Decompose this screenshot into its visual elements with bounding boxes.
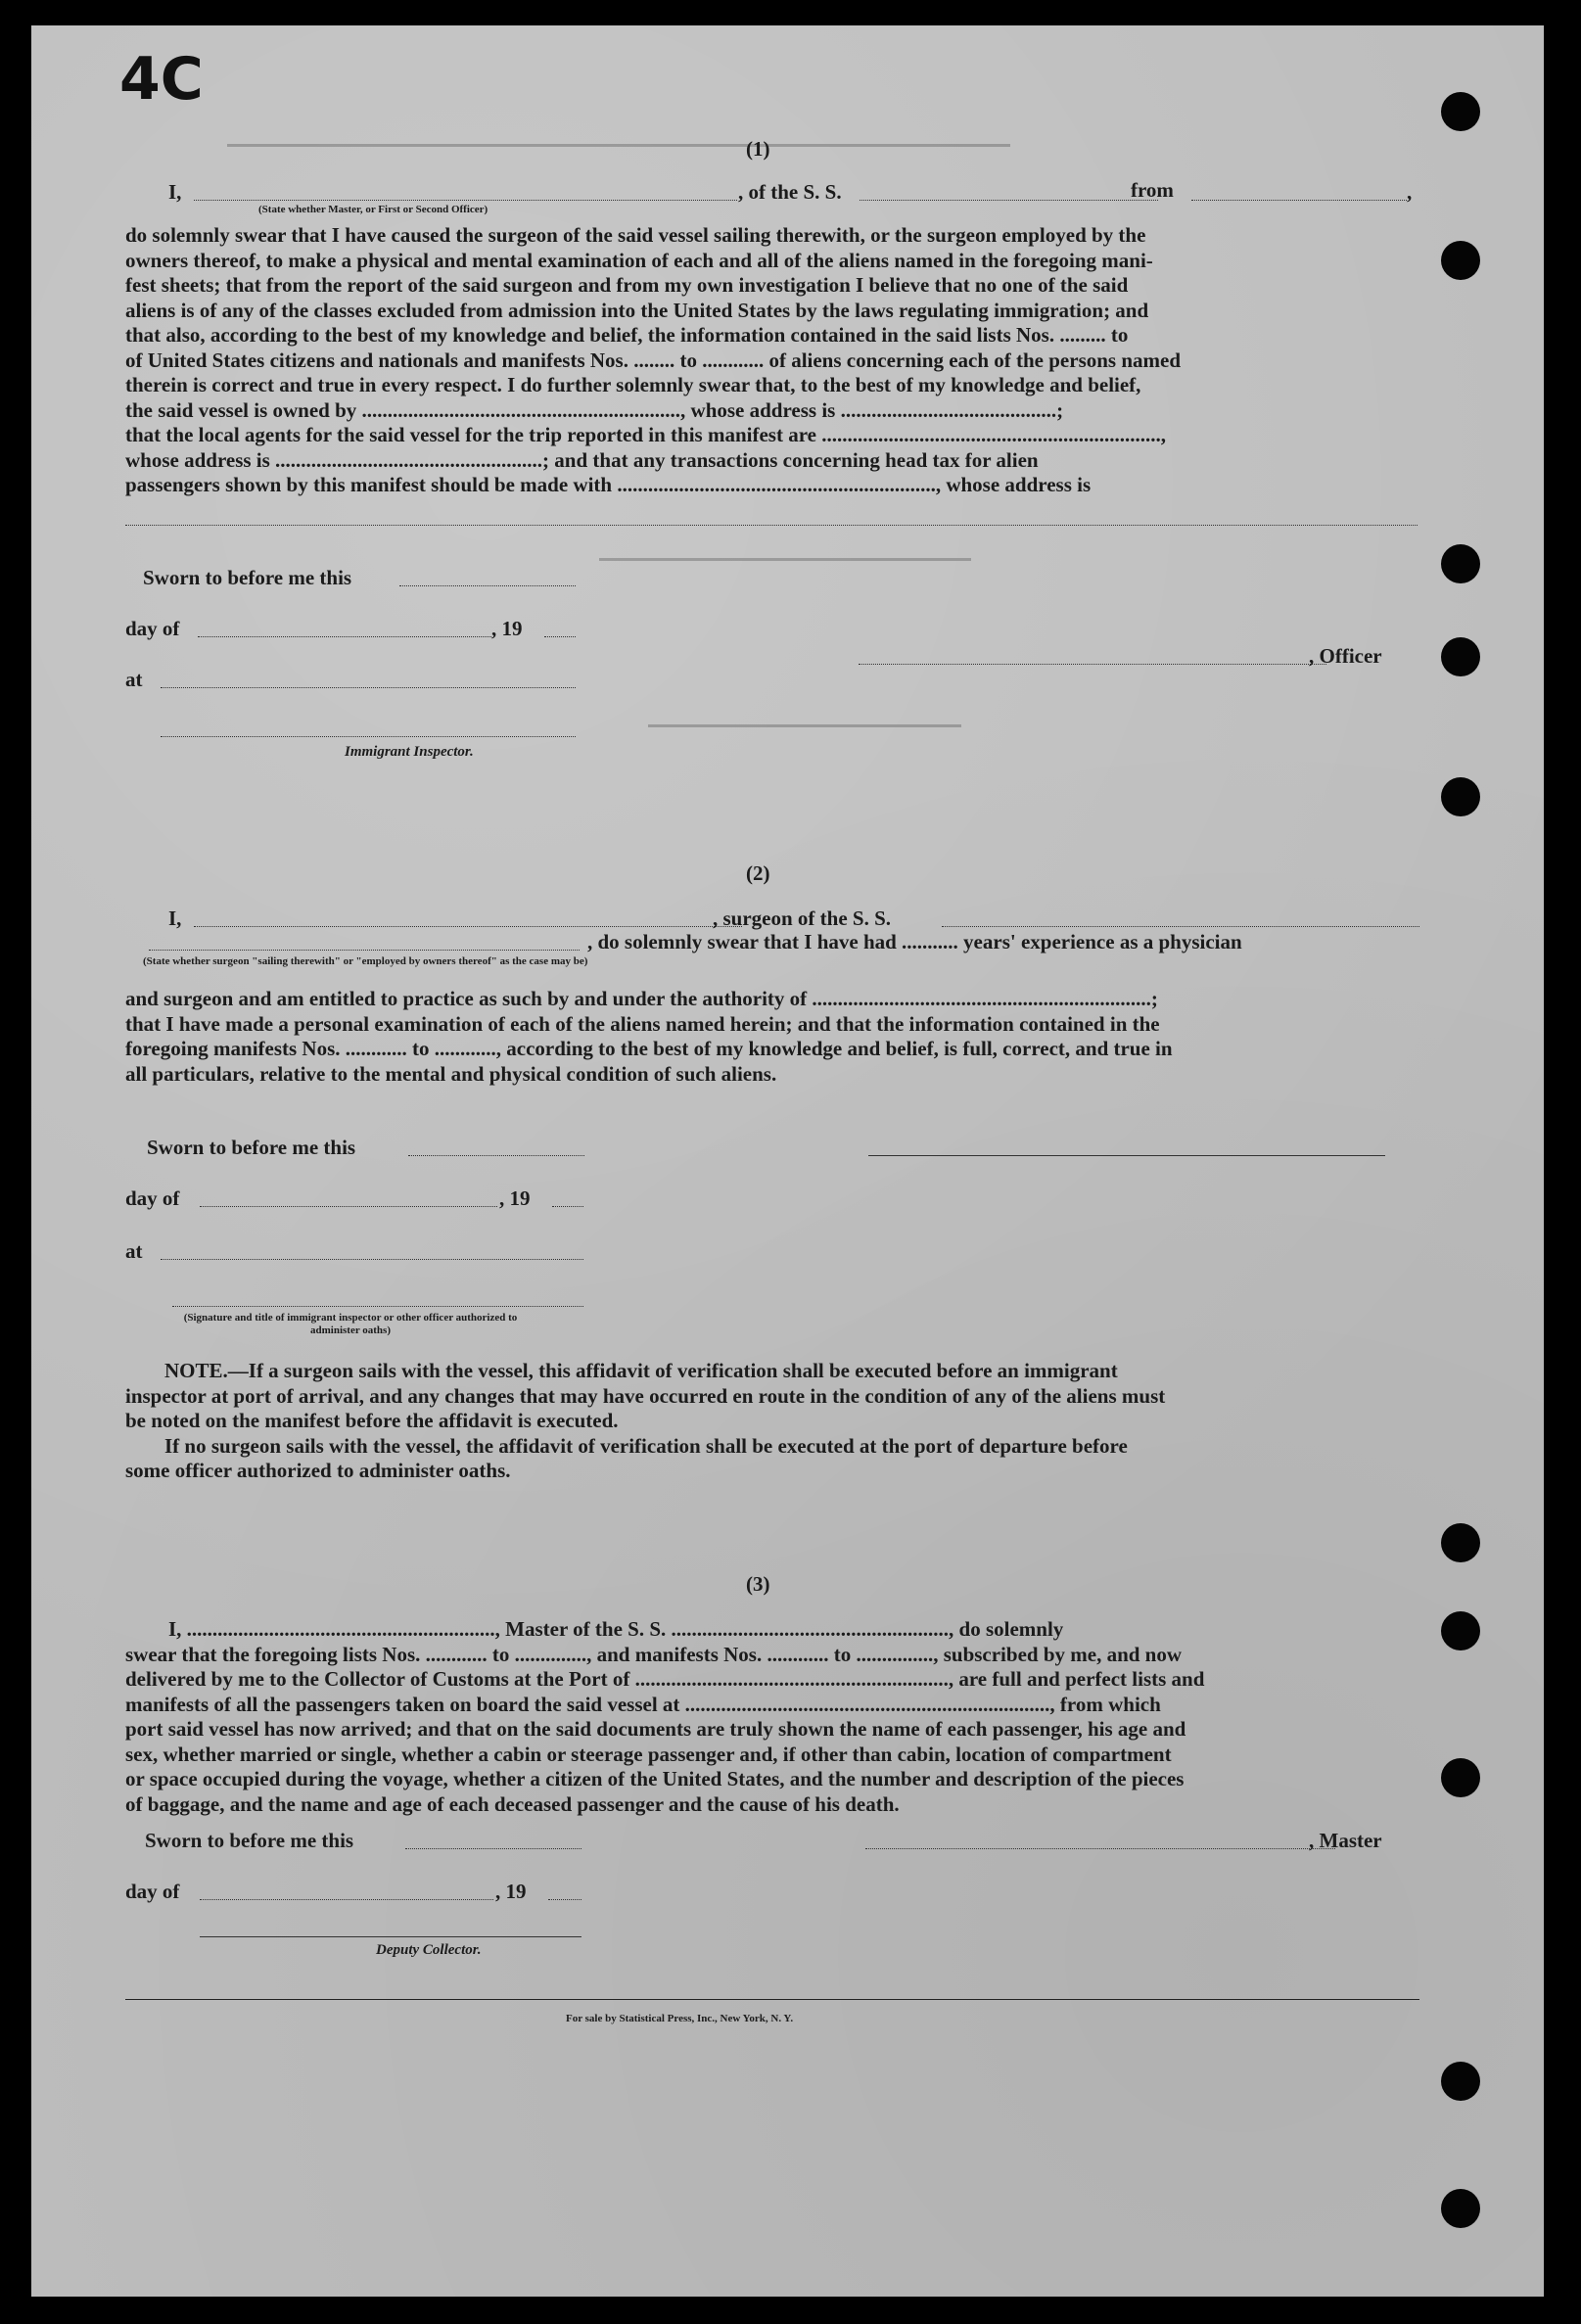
oath-line: the said vessel is owned by .............................................................., whose address is ..........................................; [125, 397, 1064, 422]
address-field [125, 525, 1418, 526]
oath-line: of baggage, and the name and age of each deceased passenger and the cause of his death. [125, 1791, 900, 1816]
year-field-2 [552, 1206, 583, 1207]
note-line: If no surgeon sails with the vessel, the affidavit of verification shall be executed at the port of departure before [164, 1433, 1128, 1458]
month-field-3 [200, 1899, 493, 1900]
bleed-through [599, 535, 971, 561]
oath-paragraph-2 [125, 987, 1419, 1087]
note-label: NOTE. [164, 1359, 228, 1382]
punch-hole [1441, 1758, 1480, 1797]
at-field [161, 687, 576, 688]
punch-hole [1441, 1523, 1480, 1562]
oath-line: passengers shown by this manifest should be made with .............................................................., whose address is [125, 473, 1092, 496]
year-label-3: , 19 [495, 1880, 527, 1903]
oath-line: sex, whether married or single, whether a cabin or steerage passenger and, if other than cabin, location of compartment [125, 1742, 1172, 1766]
at-label-1: at [125, 668, 143, 691]
punch-hole [1441, 2062, 1480, 2101]
years-experience-line: , do solemnly swear that I have had ........... years' experience as a physician [587, 930, 1242, 953]
footer-rule [125, 1999, 1419, 2000]
section-3-number: (3) [746, 1572, 770, 1596]
surgeon-of-label: , surgeon of the S. S. [713, 906, 892, 930]
ship-name-field [860, 200, 1158, 201]
punch-hole [1441, 637, 1480, 676]
section-1-number: (1) [746, 137, 770, 161]
officer-label: , Officer [1309, 644, 1382, 668]
oath-line: that the local agents for the said vessel for the trip reported in this manifest are .................................................................., [125, 423, 1166, 446]
collector-signature-field [200, 1936, 581, 1937]
punch-hole [1441, 544, 1480, 583]
punch-hole [1441, 241, 1480, 280]
officer-title-field [194, 200, 737, 201]
inspector-signature-field-2 [172, 1306, 583, 1307]
oath-line: fest sheets; that from the report of the said surgeon and from my own investigation I believe that no one of the said [125, 273, 1129, 297]
sworn-label-2: Sworn to before me this [147, 1136, 356, 1159]
oath-line: aliens is of any of the classes excluded from admission into the United States by the laws regulating immigration; and [125, 298, 1149, 322]
bleed-through [227, 118, 1010, 147]
handwritten-mark: 4C [119, 45, 204, 114]
punch-hole [1441, 92, 1480, 131]
oath-line: and surgeon and am entitled to practice as such by and under the authority of ..................................................................; [125, 987, 1158, 1010]
section-2-number: (2) [746, 861, 770, 885]
from-label: from [1131, 178, 1174, 202]
oath-line: owners thereof, to make a physical and mental examination of each and all of the aliens named in the foregoing mani- [125, 248, 1153, 272]
bleed-through [648, 701, 961, 727]
press-footer: For sale by Statistical Press, Inc., New York, N. Y. [566, 2013, 794, 2024]
year-label-2: , 19 [499, 1186, 531, 1210]
surgeon-name-field [194, 926, 742, 927]
of-ss-label: , of the S. S. [738, 180, 842, 204]
oath-line: delivered by me to the Collector of Customs at the Port of ............................................................., are full and perfect lists and [125, 1667, 1205, 1691]
at-label-2: at [125, 1239, 143, 1263]
section-1-i-label: I, [168, 180, 182, 204]
master-label: , Master [1309, 1829, 1382, 1852]
from-port-field [1191, 200, 1407, 201]
inspector-signature-field [161, 736, 576, 737]
note-line: inspector at port of arrival, and any changes that may have occurred en route in the condition of any of the aliens must [125, 1383, 1166, 1408]
collector-caption: Deputy Collector. [376, 1942, 482, 1958]
sworn-day-field [399, 585, 576, 586]
punch-hole [1441, 777, 1480, 816]
year-label-1: , 19 [491, 617, 523, 640]
day-of-label-3: day of [125, 1880, 180, 1903]
oath-line: do solemnly swear that I have caused the surgeon of the said vessel sailing therewith, or the surgeon employed by the [125, 223, 1146, 247]
oath-line: that also, according to the best of my knowledge and belief, the information contained in the said lists Nos. ......... to [125, 323, 1129, 347]
note-line: be noted on the manifest before the affidavit is executed. [125, 1409, 619, 1432]
sworn-label-1: Sworn to before me this [143, 566, 352, 589]
surgeon-state-note: (State whether surgeon "sailing therewith" or "employed by owners thereof" as the case may be) [143, 955, 588, 967]
oath-line: or space occupied during the voyage, whether a citizen of the United States, and the number and description of the pieces [125, 1767, 1185, 1790]
signature-note: (Signature and title of immigrant inspector or other officer authorized to administer oaths) [183, 1312, 518, 1336]
day-of-label-2: day of [125, 1186, 180, 1210]
oath-line: of United States citizens and nationals and manifests Nos. ........ to ............ of aliens concerning each of the persons named [125, 348, 1182, 372]
oath-line: manifests of all the passengers taken on board the said vessel at ......................................................................., from which [125, 1692, 1161, 1716]
oath-line: all particulars, relative to the mental and physical condition of such aliens. [125, 1061, 777, 1086]
month-field-2 [200, 1206, 497, 1207]
surgeon-status-field [149, 950, 580, 951]
oath-line: that I have made a personal examination of each of the aliens named herein; and that the information contained in the [125, 1011, 1160, 1036]
note-line: some officer authorized to administer oaths. [125, 1459, 511, 1482]
at-field-2 [161, 1259, 583, 1260]
oath-paragraph-3 [125, 1617, 1419, 1817]
oath-line: whose address is ....................................................; and that any transactions concerning head tax for alien [125, 447, 1039, 472]
state-whether-note: (State whether Master, or First or Second Officer) [258, 204, 488, 215]
year-field [544, 636, 576, 637]
day-of-label-1: day of [125, 617, 180, 640]
surgeon-ship-field [942, 926, 1419, 927]
note-paragraph [125, 1359, 1419, 1484]
punch-hole [1441, 1611, 1480, 1650]
surgeon-signature-field [868, 1155, 1385, 1156]
document-page [31, 25, 1544, 2297]
oath-line: I, ............................................................, Master of the S. S. ......................................................, do solemnly [168, 1617, 1064, 1641]
oath-line: foregoing manifests Nos. ............ to ............, according to the best of my knowledge and belief, is full, correct, and true in [125, 1037, 1173, 1060]
year-field-3 [548, 1899, 581, 1900]
officer-signature-field [859, 664, 1326, 665]
oath-line: swear that the foregoing lists Nos. ............ to .............., and manifests Nos. ............ to ..............., subscribed by me, and now [125, 1642, 1183, 1666]
master-signature-field [865, 1848, 1335, 1849]
oath-paragraph-1 [125, 223, 1419, 498]
note-line: —If a surgeon sails with the vessel, this affidavit of verification shall be executed before an immigrant [227, 1359, 1118, 1382]
section-2-i-label: I, [168, 906, 182, 930]
comma: , [1407, 180, 1413, 204]
sworn-day-field-2 [408, 1155, 584, 1156]
inspector-caption: Immigrant Inspector. [345, 744, 474, 760]
oath-line: port said vessel has now arrived; and that on the said documents are truly shown the name of each passenger, his age and [125, 1717, 1186, 1741]
month-field [198, 636, 491, 637]
sworn-day-field-3 [405, 1848, 581, 1849]
oath-line: therein is correct and true in every respect. I do further solemnly swear that, to the best of my knowledge and belief, [125, 373, 1141, 396]
punch-hole [1441, 2189, 1480, 2228]
sworn-label-3: Sworn to before me this [145, 1829, 354, 1852]
